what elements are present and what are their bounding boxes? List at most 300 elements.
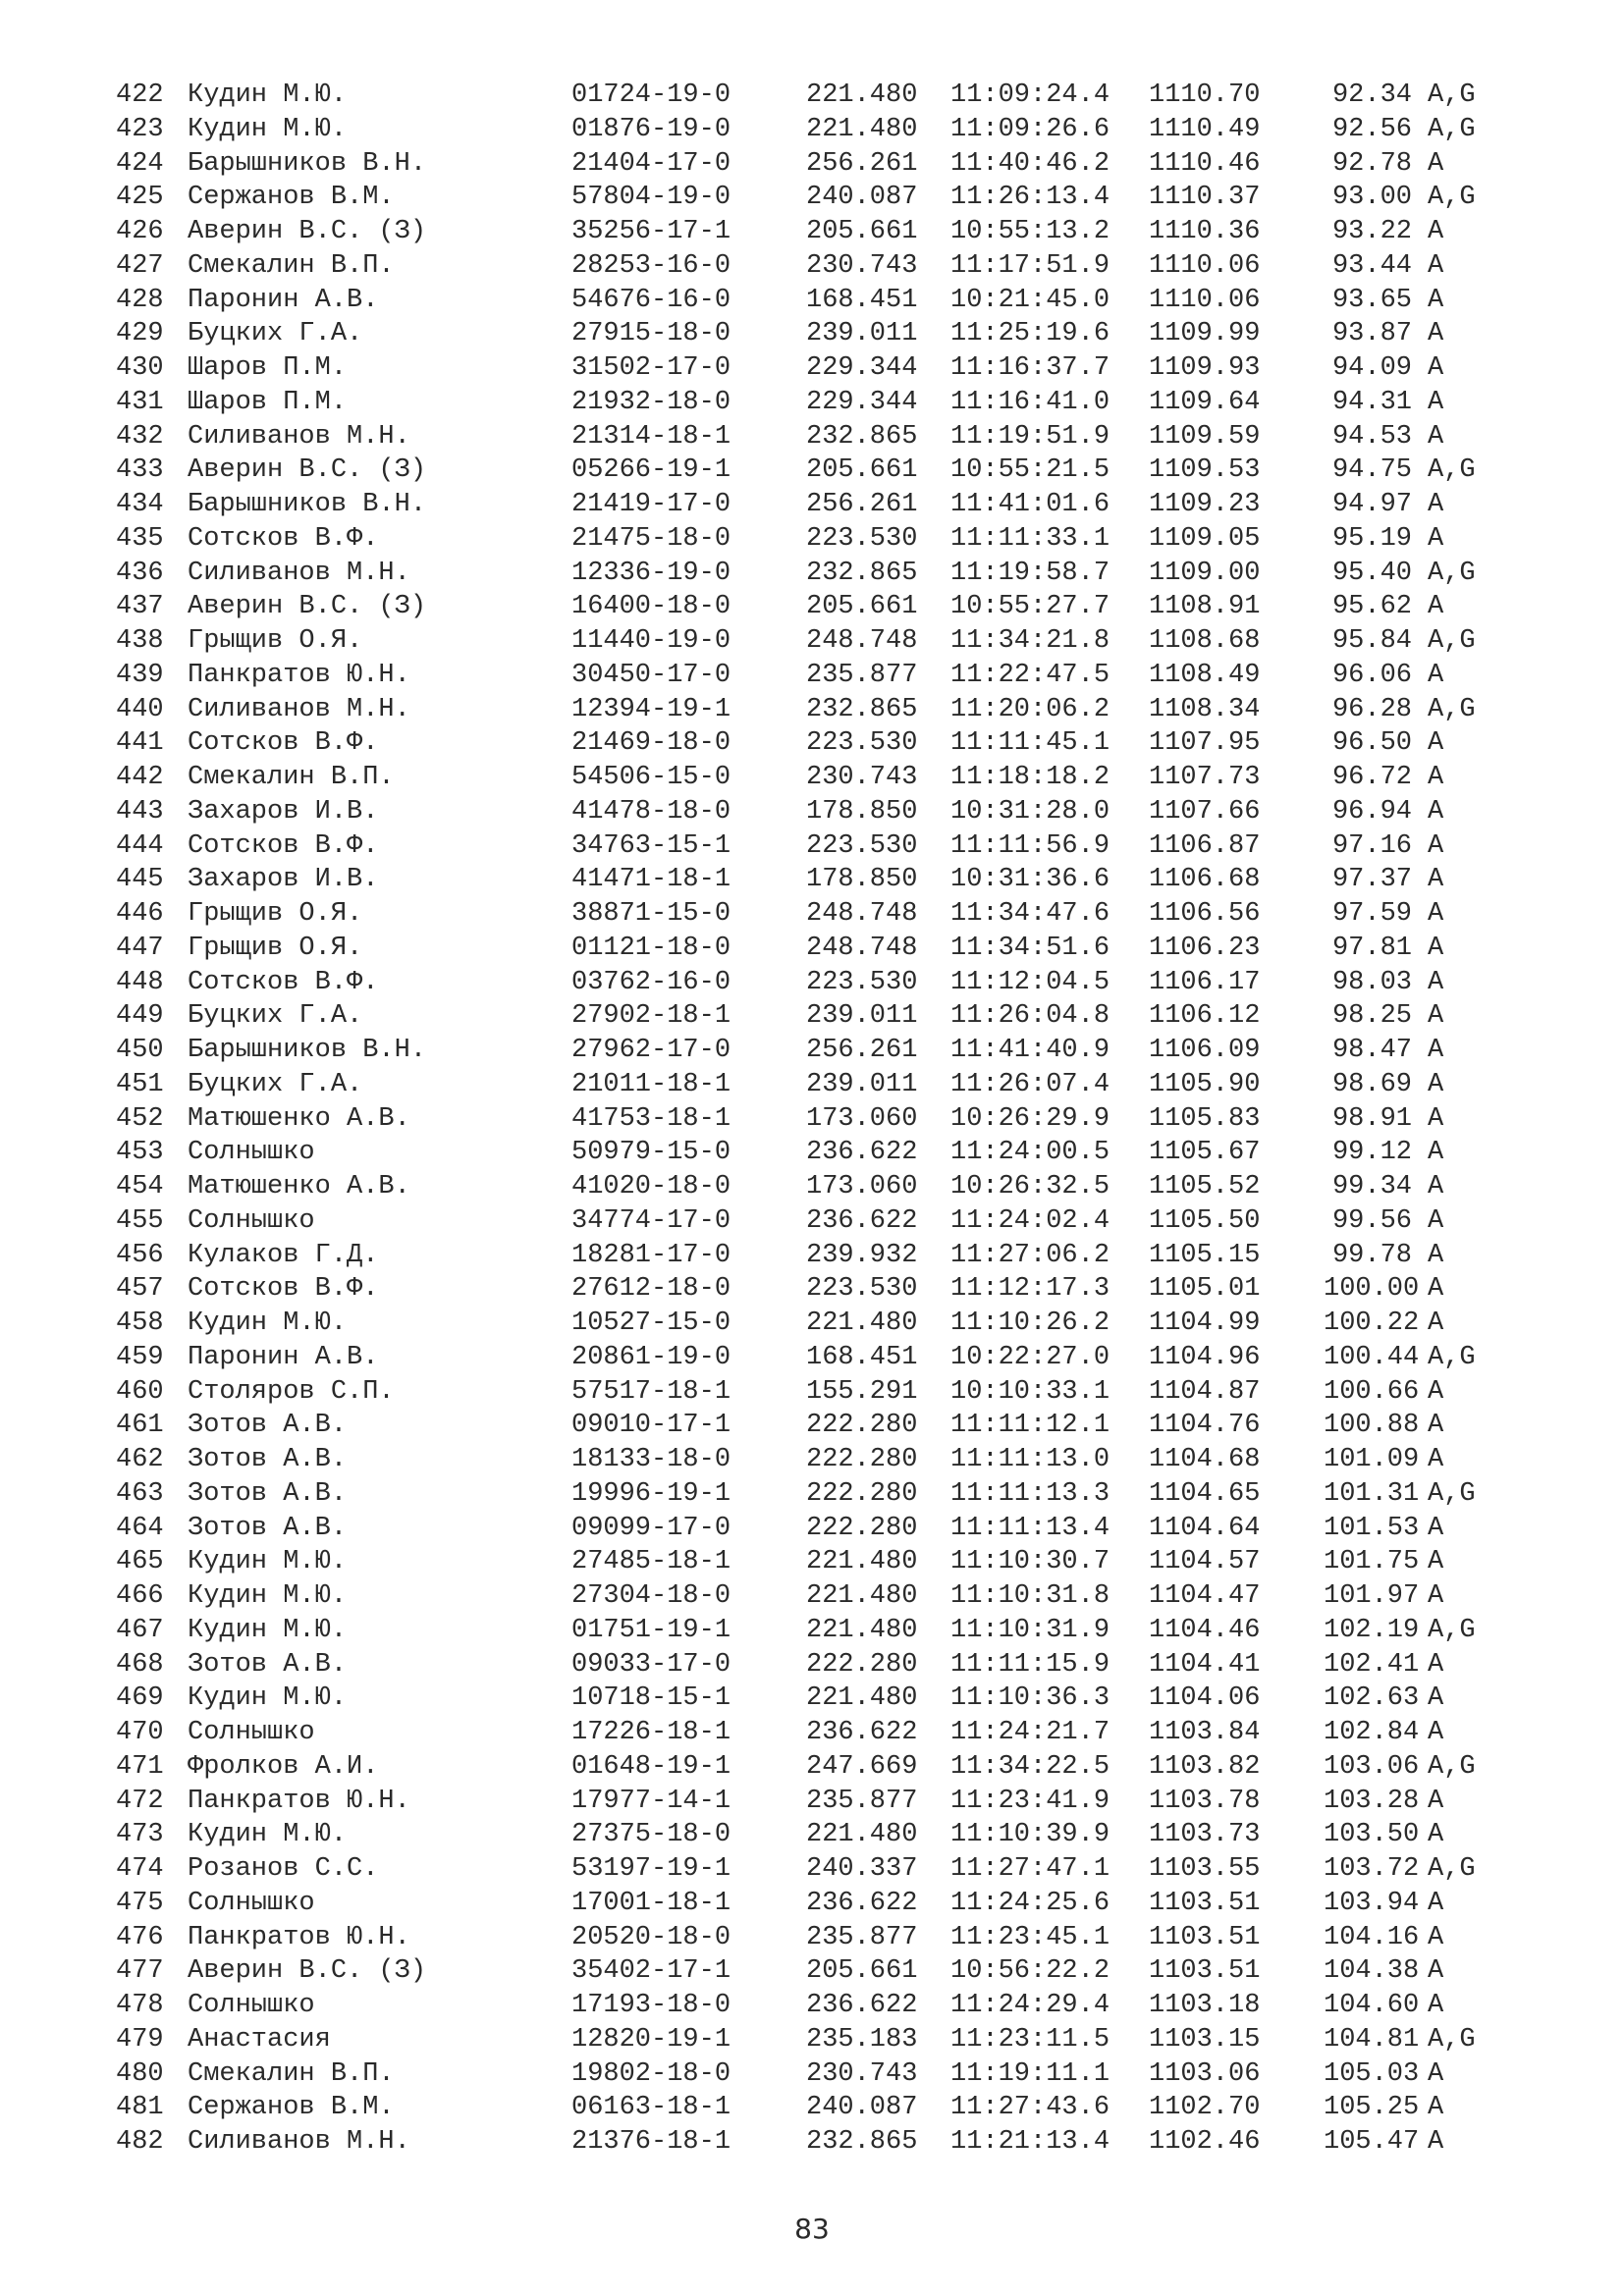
speed: 1104.96	[1149, 1342, 1261, 1372]
arrival-time: 11:11:15.9	[950, 1649, 1110, 1680]
flags: A	[1428, 967, 1444, 997]
ring-number: 12336-19-0	[571, 558, 731, 588]
ring-number: 01724-19-0	[571, 80, 731, 110]
arrival-time: 11:34:21.8	[950, 626, 1110, 656]
ring-number: 16400-18-0	[571, 592, 731, 622]
distance: 221.480	[806, 1683, 918, 1714]
speed: 1104.65	[1149, 1478, 1261, 1509]
ring-number: 10527-15-0	[571, 1308, 731, 1338]
page-number: 83	[794, 2213, 830, 2245]
arrival-time: 11:17:51.9	[950, 250, 1110, 281]
pigeon-owner: Солнышко	[188, 1138, 315, 1168]
speed: 1106.12	[1149, 1001, 1261, 1032]
speed: 1110.06	[1149, 285, 1261, 315]
flags: A	[1428, 865, 1444, 895]
pigeon-owner: Матюшенко А.В.	[188, 1172, 410, 1201]
row-number: 470	[116, 1718, 164, 1747]
pigeon-owner: Паронин А.В.	[188, 285, 379, 315]
flags: A	[1428, 1445, 1444, 1474]
distance: 232.865	[806, 2127, 918, 2157]
distance: 178.850	[806, 796, 918, 827]
pigeon-owner: Барышников В.Н.	[188, 148, 427, 179]
points: 104.16	[1324, 1922, 1420, 1952]
distance: 178.850	[806, 865, 918, 895]
arrival-time: 10:55:27.7	[950, 592, 1110, 622]
pigeon-owner: Захаров И.В.	[188, 796, 379, 827]
distance: 168.451	[806, 1342, 918, 1372]
points: 92.78	[1331, 148, 1412, 179]
speed: 1106.23	[1149, 933, 1261, 963]
ring-number: 09010-17-1	[571, 1411, 731, 1441]
speed: 1103.82	[1149, 1751, 1261, 1782]
distance: 236.622	[806, 1991, 918, 2020]
pigeon-owner: Солнышко	[188, 1718, 315, 1747]
arrival-time: 10:55:13.2	[950, 217, 1110, 246]
flags: A,G	[1428, 80, 1476, 110]
row-number: 458	[116, 1308, 164, 1338]
distance: 240.087	[806, 183, 918, 213]
row-number: 424	[116, 148, 164, 179]
arrival-time: 11:19:58.7	[950, 558, 1110, 588]
arrival-time: 11:09:26.6	[950, 114, 1110, 144]
row-number: 481	[116, 2093, 164, 2123]
flags: A	[1428, 1308, 1444, 1338]
ring-number: 18281-17-0	[571, 1240, 731, 1270]
speed: 1107.95	[1149, 728, 1261, 759]
row-number: 462	[116, 1445, 164, 1474]
row-number: 429	[116, 319, 164, 349]
speed: 1108.34	[1149, 694, 1261, 724]
row-number: 433	[116, 455, 164, 486]
points: 93.00	[1331, 183, 1412, 213]
arrival-time: 11:10:39.9	[950, 1820, 1110, 1850]
points: 102.84	[1324, 1718, 1420, 1747]
arrival-time: 11:34:22.5	[950, 1751, 1110, 1782]
row-number: 465	[116, 1547, 164, 1577]
distance: 229.344	[806, 387, 918, 417]
ring-number: 34763-15-1	[571, 830, 731, 861]
flags: A	[1428, 1036, 1444, 1065]
distance: 230.743	[806, 763, 918, 792]
ring-number: 17001-18-1	[571, 1888, 731, 1918]
arrival-time: 11:24:02.4	[950, 1205, 1110, 1236]
distance: 221.480	[806, 1820, 918, 1850]
pigeon-owner: Сотсков В.Ф.	[188, 1274, 379, 1305]
row-number: 451	[116, 1069, 164, 1099]
arrival-time: 11:40:46.2	[950, 148, 1110, 179]
flags: A	[1428, 1718, 1444, 1747]
distance: 222.280	[806, 1411, 918, 1441]
flags: A,G	[1428, 1854, 1476, 1884]
flags: A	[1428, 1274, 1444, 1305]
speed: 1104.06	[1149, 1683, 1261, 1714]
flags: A	[1428, 1069, 1444, 1099]
ring-number: 50979-15-0	[571, 1138, 731, 1168]
points: 98.69	[1331, 1069, 1412, 1099]
row-number: 454	[116, 1172, 164, 1201]
speed: 1104.57	[1149, 1547, 1261, 1577]
speed: 1107.73	[1149, 763, 1261, 792]
row-number: 439	[116, 660, 164, 690]
speed: 1106.56	[1149, 899, 1261, 929]
pigeon-owner: Грыщив О.Я.	[188, 899, 363, 929]
distance: 223.530	[806, 728, 918, 759]
pigeon-owner: Силиванов М.Н.	[188, 558, 410, 588]
row-number: 440	[116, 694, 164, 724]
flags: A	[1428, 1956, 1444, 1987]
pigeon-owner: Солнышко	[188, 1205, 315, 1236]
arrival-time: 11:11:33.1	[950, 523, 1110, 554]
distance: 248.748	[806, 899, 918, 929]
speed: 1109.53	[1149, 455, 1261, 486]
speed: 1108.91	[1149, 592, 1261, 622]
arrival-time: 11:16:41.0	[950, 387, 1110, 417]
pigeon-owner: Зотов А.В.	[188, 1649, 348, 1680]
arrival-time: 11:11:13.3	[950, 1478, 1110, 1509]
arrival-time: 11:19:51.9	[950, 421, 1110, 452]
ring-number: 27902-18-1	[571, 1001, 731, 1032]
pigeon-owner: Барышников В.Н.	[188, 490, 427, 519]
ring-number: 12394-19-1	[571, 694, 731, 724]
distance: 247.669	[806, 1751, 918, 1782]
points: 101.31	[1324, 1478, 1420, 1509]
flags: A	[1428, 250, 1444, 281]
pigeon-owner: Зотов А.В.	[188, 1411, 348, 1441]
pigeon-owner: Сержанов В.М.	[188, 2093, 395, 2123]
arrival-time: 11:10:31.9	[950, 1615, 1110, 1645]
pigeon-owner: Сотсков В.Ф.	[188, 728, 379, 759]
flags: A,G	[1428, 2024, 1476, 2055]
distance: 256.261	[806, 1036, 918, 1065]
row-number: 460	[116, 1376, 164, 1407]
flags: A	[1428, 2127, 1444, 2157]
ring-number: 19802-18-0	[571, 2058, 731, 2089]
points: 93.22	[1331, 217, 1412, 246]
pigeon-owner: Аверин В.С. (З)	[188, 592, 427, 622]
arrival-time: 10:22:27.0	[950, 1342, 1110, 1372]
points: 94.09	[1331, 353, 1412, 383]
points: 92.34	[1331, 80, 1412, 110]
speed: 1105.01	[1149, 1274, 1261, 1305]
points: 96.28	[1331, 694, 1412, 724]
points: 98.91	[1331, 1103, 1412, 1134]
pigeon-owner: Грыщив О.Я.	[188, 933, 363, 963]
distance: 232.865	[806, 558, 918, 588]
speed: 1104.64	[1149, 1513, 1261, 1543]
ring-number: 41020-18-0	[571, 1172, 731, 1201]
ring-number: 01121-18-0	[571, 933, 731, 963]
points: 103.50	[1324, 1820, 1420, 1850]
distance: 205.661	[806, 1956, 918, 1987]
row-number: 449	[116, 1001, 164, 1032]
arrival-time: 11:24:21.7	[950, 1718, 1110, 1747]
pigeon-owner: Зотов А.В.	[188, 1513, 348, 1543]
ring-number: 17226-18-1	[571, 1718, 731, 1747]
distance: 173.060	[806, 1103, 918, 1134]
arrival-time: 10:21:45.0	[950, 285, 1110, 315]
arrival-time: 11:41:40.9	[950, 1036, 1110, 1065]
arrival-time: 11:20:06.2	[950, 694, 1110, 724]
flags: A	[1428, 1172, 1444, 1201]
row-number: 455	[116, 1205, 164, 1236]
distance: 229.344	[806, 353, 918, 383]
ring-number: 17193-18-0	[571, 1991, 731, 2020]
ring-number: 41753-18-1	[571, 1103, 731, 1134]
arrival-time: 11:27:47.1	[950, 1854, 1110, 1884]
points: 101.53	[1324, 1513, 1420, 1543]
ring-number: 05266-19-1	[571, 455, 731, 486]
row-number: 457	[116, 1274, 164, 1305]
pigeon-owner: Сержанов В.М.	[188, 183, 395, 213]
flags: A	[1428, 1786, 1444, 1816]
flags: A	[1428, 285, 1444, 315]
ring-number: 27304-18-0	[571, 1581, 731, 1611]
points: 95.40	[1331, 558, 1412, 588]
speed: 1103.55	[1149, 1854, 1261, 1884]
row-number: 452	[116, 1103, 164, 1134]
points: 101.97	[1324, 1581, 1420, 1611]
speed: 1104.68	[1149, 1445, 1261, 1474]
speed: 1102.46	[1149, 2127, 1261, 2157]
distance: 223.530	[806, 523, 918, 554]
points: 105.47	[1324, 2127, 1420, 2157]
row-number: 453	[116, 1138, 164, 1168]
ring-number: 10718-15-1	[571, 1683, 731, 1714]
pigeon-owner: Грыщив О.Я.	[188, 626, 363, 656]
distance: 236.622	[806, 1205, 918, 1236]
points: 100.66	[1324, 1376, 1420, 1407]
pigeon-owner: Кудин М.Ю.	[188, 1547, 348, 1577]
distance: 240.337	[806, 1854, 918, 1884]
distance: 256.261	[806, 148, 918, 179]
flags: A,G	[1428, 626, 1476, 656]
flags: A	[1428, 523, 1444, 554]
flags: A	[1428, 421, 1444, 452]
speed: 1109.00	[1149, 558, 1261, 588]
row-number: 482	[116, 2127, 164, 2157]
speed: 1104.41	[1149, 1649, 1261, 1680]
arrival-time: 11:26:13.4	[950, 183, 1110, 213]
points: 98.03	[1331, 967, 1412, 997]
distance: 168.451	[806, 285, 918, 315]
distance: 236.622	[806, 1138, 918, 1168]
row-number: 461	[116, 1411, 164, 1441]
speed: 1106.17	[1149, 967, 1261, 997]
points: 96.94	[1331, 796, 1412, 827]
pigeon-owner: Кудин М.Ю.	[188, 1683, 348, 1714]
flags: A,G	[1428, 114, 1476, 144]
distance: 221.480	[806, 80, 918, 110]
pigeon-owner: Буцких Г.А.	[188, 1001, 363, 1032]
row-number: 430	[116, 353, 164, 383]
distance: 205.661	[806, 455, 918, 486]
row-number: 436	[116, 558, 164, 588]
ring-number: 30450-17-0	[571, 660, 731, 690]
points: 94.97	[1331, 490, 1412, 519]
distance: 248.748	[806, 626, 918, 656]
points: 105.03	[1324, 2058, 1420, 2089]
row-number: 471	[116, 1751, 164, 1782]
flags: A	[1428, 1581, 1444, 1611]
ring-number: 53197-19-1	[571, 1854, 731, 1884]
pigeon-owner: Шаров П.М.	[188, 387, 348, 417]
row-number: 476	[116, 1922, 164, 1952]
pigeon-owner: Анастасия	[188, 2024, 331, 2055]
ring-number: 27375-18-0	[571, 1820, 731, 1850]
speed: 1108.68	[1149, 626, 1261, 656]
ring-number: 19996-19-1	[571, 1478, 731, 1509]
pigeon-owner: Зотов А.В.	[188, 1445, 348, 1474]
ring-number: 41478-18-0	[571, 796, 731, 827]
row-number: 441	[116, 728, 164, 759]
pigeon-owner: Силиванов М.Н.	[188, 2127, 410, 2157]
ring-number: 57517-18-1	[571, 1376, 731, 1407]
distance: 232.865	[806, 421, 918, 452]
speed: 1103.73	[1149, 1820, 1261, 1850]
flags: A,G	[1428, 1751, 1476, 1782]
arrival-time: 11:10:36.3	[950, 1683, 1110, 1714]
row-number: 438	[116, 626, 164, 656]
points: 96.72	[1331, 763, 1412, 792]
row-number: 425	[116, 183, 164, 213]
points: 95.19	[1331, 523, 1412, 554]
points: 101.75	[1324, 1547, 1420, 1577]
arrival-time: 11:23:41.9	[950, 1786, 1110, 1816]
points: 95.62	[1331, 592, 1412, 622]
ring-number: 11440-19-0	[571, 626, 731, 656]
points: 94.53	[1331, 421, 1412, 452]
row-number: 477	[116, 1956, 164, 1987]
speed: 1109.05	[1149, 523, 1261, 554]
row-number: 428	[116, 285, 164, 315]
points: 96.50	[1331, 728, 1412, 759]
ring-number: 20861-19-0	[571, 1342, 731, 1372]
pigeon-owner: Розанов С.С.	[188, 1854, 379, 1884]
speed: 1103.06	[1149, 2058, 1261, 2089]
flags: A	[1428, 1138, 1444, 1168]
pigeon-owner: Кудин М.Ю.	[188, 1581, 348, 1611]
ring-number: 21404-17-0	[571, 148, 731, 179]
flags: A	[1428, 1922, 1444, 1952]
pigeon-owner: Кудин М.Ю.	[188, 114, 348, 144]
speed: 1106.09	[1149, 1036, 1261, 1065]
speed: 1110.70	[1149, 80, 1261, 110]
arrival-time: 11:19:11.1	[950, 2058, 1110, 2089]
speed: 1103.51	[1149, 1888, 1261, 1918]
arrival-time: 10:31:28.0	[950, 796, 1110, 827]
flags: A	[1428, 660, 1444, 690]
flags: A	[1428, 353, 1444, 383]
speed: 1109.93	[1149, 353, 1261, 383]
points: 97.81	[1331, 933, 1412, 963]
row-number: 422	[116, 80, 164, 110]
pigeon-owner: Аверин В.С. (З)	[188, 217, 427, 246]
arrival-time: 10:31:36.6	[950, 865, 1110, 895]
ring-number: 09033-17-0	[571, 1649, 731, 1680]
row-number: 434	[116, 490, 164, 519]
flags: A	[1428, 1376, 1444, 1407]
distance: 221.480	[806, 1308, 918, 1338]
distance: 222.280	[806, 1513, 918, 1543]
row-number: 469	[116, 1683, 164, 1714]
points: 99.78	[1331, 1240, 1412, 1270]
ring-number: 21419-17-0	[571, 490, 731, 519]
flags: A	[1428, 490, 1444, 519]
speed: 1103.84	[1149, 1718, 1261, 1747]
arrival-time: 11:34:47.6	[950, 899, 1110, 929]
pigeon-owner: Кулаков Г.Д.	[188, 1240, 379, 1270]
ring-number: 20520-18-0	[571, 1922, 731, 1952]
speed: 1103.51	[1149, 1922, 1261, 1952]
flags: A,G	[1428, 558, 1476, 588]
pigeon-owner: Солнышко	[188, 1888, 315, 1918]
pigeon-owner: Столяров С.П.	[188, 1376, 395, 1407]
flags: A	[1428, 830, 1444, 861]
arrival-time: 11:34:51.6	[950, 933, 1110, 963]
speed: 1110.06	[1149, 250, 1261, 281]
speed: 1104.47	[1149, 1581, 1261, 1611]
points: 100.44	[1324, 1342, 1420, 1372]
arrival-time: 10:55:21.5	[950, 455, 1110, 486]
arrival-time: 11:23:11.5	[950, 2024, 1110, 2055]
flags: A,G	[1428, 1342, 1476, 1372]
pigeon-owner: Солнышко	[188, 1991, 315, 2020]
ring-number: 27485-18-1	[571, 1547, 731, 1577]
flags: A	[1428, 148, 1444, 179]
arrival-time: 11:21:13.4	[950, 2127, 1110, 2157]
pigeon-owner: Смекалин В.П.	[188, 2058, 395, 2089]
row-number: 459	[116, 1342, 164, 1372]
flags: A,G	[1428, 1615, 1476, 1645]
row-number: 446	[116, 899, 164, 929]
row-number: 444	[116, 830, 164, 861]
speed: 1103.78	[1149, 1786, 1261, 1816]
speed: 1105.67	[1149, 1138, 1261, 1168]
arrival-time: 11:25:19.6	[950, 319, 1110, 349]
points: 92.56	[1331, 114, 1412, 144]
flags: A	[1428, 763, 1444, 792]
distance: 222.280	[806, 1649, 918, 1680]
speed: 1110.49	[1149, 114, 1261, 144]
speed: 1105.83	[1149, 1103, 1261, 1134]
arrival-time: 10:26:32.5	[950, 1172, 1110, 1201]
points: 103.72	[1324, 1854, 1420, 1884]
speed: 1110.36	[1149, 217, 1261, 246]
points: 100.88	[1324, 1411, 1420, 1441]
row-number: 466	[116, 1581, 164, 1611]
flags: A	[1428, 796, 1444, 827]
speed: 1107.66	[1149, 796, 1261, 827]
distance: 239.932	[806, 1240, 918, 1270]
ring-number: 35256-17-1	[571, 217, 731, 246]
ring-number: 27962-17-0	[571, 1036, 731, 1065]
pigeon-owner: Захаров И.В.	[188, 865, 379, 895]
points: 97.59	[1331, 899, 1412, 929]
flags: A	[1428, 2093, 1444, 2123]
points: 95.84	[1331, 626, 1412, 656]
points: 97.37	[1331, 865, 1412, 895]
arrival-time: 11:09:24.4	[950, 80, 1110, 110]
speed: 1105.15	[1149, 1240, 1261, 1270]
row-number: 447	[116, 933, 164, 963]
distance: 236.622	[806, 1718, 918, 1747]
pigeon-owner: Панкратов Ю.Н.	[188, 1786, 410, 1816]
points: 101.09	[1324, 1445, 1420, 1474]
arrival-time: 11:22:47.5	[950, 660, 1110, 690]
speed: 1109.23	[1149, 490, 1261, 519]
points: 94.31	[1331, 387, 1412, 417]
pigeon-owner: Буцких Г.А.	[188, 319, 363, 349]
